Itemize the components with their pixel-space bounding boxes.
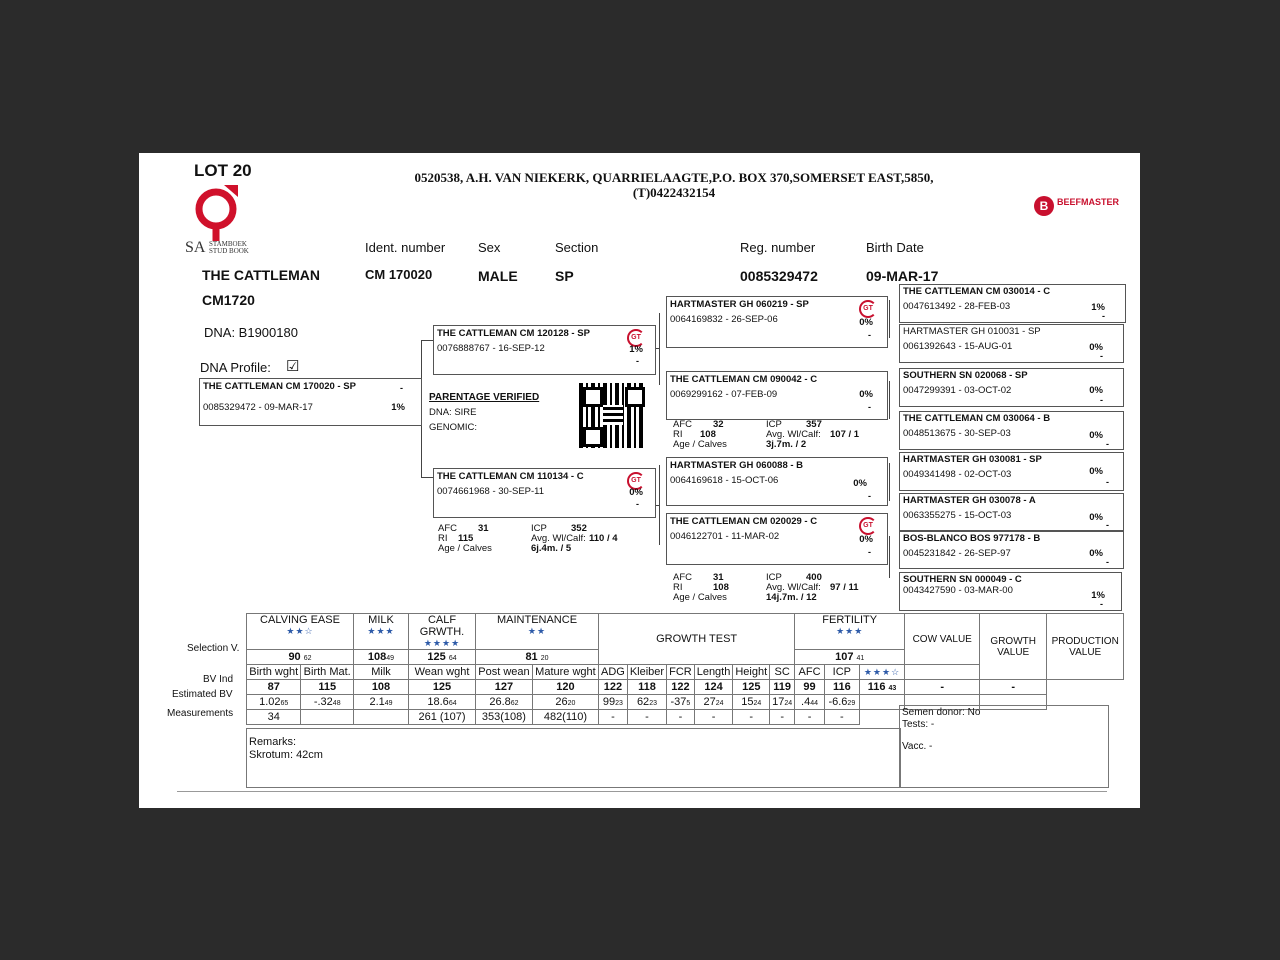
stat-label: RI [673, 429, 683, 440]
beefmaster-logo-icon: B [1034, 196, 1054, 216]
ggp-name: THE CATTLEMAN CM 030064 - B [903, 413, 1051, 424]
sex-label: Sex [478, 240, 501, 255]
ggp-reg: 0045231842 - 26-SEP-97 [903, 548, 1011, 559]
bv-cell: 120 [532, 680, 598, 695]
cow-value-head: COW VALUE [905, 614, 980, 665]
column-header: Height [733, 665, 770, 680]
measurement-cell [354, 710, 409, 725]
est-acc: 64 [448, 700, 457, 707]
sire-dam-stats [673, 420, 883, 452]
est-acc: 23 [649, 700, 657, 707]
gp-reg: 0064169832 - 26-SEP-06 [670, 314, 778, 325]
bv-cell: 116 [824, 680, 859, 695]
est-acc: 24 [784, 700, 793, 707]
est-acc: 49 [384, 700, 393, 707]
ggp-dash: - [1100, 395, 1103, 405]
sa-studbook-logo-icon [194, 183, 240, 243]
dam-reg: 0074661968 - 30-SEP-11 [437, 486, 545, 497]
est-acc: 20 [567, 700, 576, 707]
estimated-bv-cell [733, 695, 770, 710]
group-title: MILK [368, 614, 394, 626]
est-acc: 62 [510, 700, 519, 707]
fertility-head [795, 614, 905, 650]
measurement-cell: - [599, 710, 628, 725]
gp-reg: 0046122701 - 11-MAR-02 [670, 531, 780, 542]
bv-cell: 124 [694, 680, 733, 695]
section-label: Section [555, 240, 599, 255]
gp-pct: 0% [853, 478, 867, 489]
est-acc: 24 [715, 700, 724, 707]
dna-number: DNA: B1900180 [204, 325, 298, 340]
growth-value-head: GROWTH VALUE [980, 614, 1047, 680]
ggp-reg: 0049341498 - 02-OCT-03 [903, 469, 1012, 480]
sire-pct: 1% [629, 344, 643, 355]
ggp-name: THE CATTLEMAN CM 030014 - C [903, 286, 1051, 297]
milk-head [354, 614, 409, 650]
pedigree-certificate [139, 153, 1140, 808]
measurement-cell: 34 [247, 710, 301, 725]
dam-box [433, 468, 656, 518]
ggp-pct: 0% [1089, 512, 1103, 523]
column-header: Length [694, 665, 733, 680]
remarks-label: Remarks: [249, 736, 297, 748]
stat-value: 107 / 1 [830, 429, 860, 440]
column-header: AFC [795, 665, 825, 680]
ggp-box [899, 324, 1124, 363]
production-value-head: PRODUCTION VALUE [1047, 614, 1124, 680]
stat-value: 352 [571, 523, 587, 534]
gp-name: THE CATTLEMAN CM 090042 - C [670, 374, 818, 385]
ggp-reg: 0043427590 - 03-MAR-00 [903, 585, 1013, 596]
milk-sel: 10849 [354, 650, 409, 665]
connector [889, 536, 890, 578]
stat-label: AFC [673, 419, 692, 430]
group-title: CALVING EASE [260, 614, 340, 626]
parentage-verified: PARENTAGE VERIFIED [429, 392, 540, 403]
gp-dash: - [868, 547, 871, 557]
stat-label: Avg. Wl/Calf: [766, 582, 821, 593]
ggp-dash: - [1100, 351, 1103, 361]
bv-cell: 119 [770, 680, 795, 695]
bv-cell: 125 [733, 680, 770, 695]
ggp-name: BOS-BLANCO BOS 977178 - B [903, 533, 1041, 544]
column-header: ADG [599, 665, 628, 680]
est-value: 15 [741, 696, 754, 708]
est-acc: 65 [280, 700, 289, 707]
dam-stats [438, 524, 648, 556]
subject-name: THE CATTLEMAN CM 170020 - SP [203, 381, 356, 392]
ggp-box [899, 493, 1124, 531]
stat-label: ICP [766, 419, 782, 430]
stat-value: 110 / 4 [589, 533, 618, 544]
column-header: ICP [824, 665, 859, 680]
estimated-bv-label: Estimated BV [172, 689, 233, 700]
group-title: FERTILITY [822, 614, 878, 626]
bv-ind-label: BV Ind [203, 674, 234, 685]
gp-name: THE CATTLEMAN CM 020029 - C [670, 516, 818, 527]
ggp-pct: 1% [1091, 302, 1105, 313]
subject-dash: - [400, 383, 403, 393]
genomic-icon: GT [859, 300, 877, 318]
lot-number: LOT 20 [194, 161, 252, 180]
column-header: Kleiber [627, 665, 666, 680]
calf-sel: 125 64 [409, 650, 476, 665]
ggp-pct: 0% [1089, 342, 1103, 353]
measurement-cell: - [770, 710, 795, 725]
column-header: Post wean [476, 665, 533, 680]
estimated-bv-cell [627, 695, 666, 710]
stat-value: 32 [713, 419, 724, 430]
stat-label: RI [673, 582, 683, 593]
bv-cell: 108 [354, 680, 409, 695]
stat-value: 3j.7m. / 2 [766, 439, 807, 450]
breeder-line1: 0520538, A.H. VAN NIEKERK, QUARRIELAAGTE,P.O. BOX 370,SOMERSET EAST,5850, [414, 170, 934, 185]
genomic: GENOMIC: [429, 422, 478, 433]
est-value: .4 [801, 696, 811, 708]
ggp-box [899, 411, 1124, 450]
column-header: Birth Mat. [301, 665, 354, 680]
column-header: Birth wght [247, 665, 301, 680]
genomic-icon: GT [627, 329, 645, 347]
measurement-cell: 261 (107) [409, 710, 476, 725]
bv-cell: 99 [795, 680, 825, 695]
sire-dash: - [636, 356, 639, 366]
reg-number: 0085329472 [740, 268, 818, 284]
vacc-value: Vacc. - [902, 741, 933, 752]
connector [889, 300, 890, 338]
ggp-box [899, 452, 1124, 491]
stat-label: Avg. Wl/Calf: [766, 429, 821, 440]
tests-value: Tests: - [902, 719, 935, 730]
selection-label: Selection V. [187, 643, 240, 654]
skrotum-value: Skrotum: 42cm [249, 749, 323, 761]
ggp-reg: 0063355275 - 15-OCT-03 [903, 510, 1012, 521]
ggp-reg: 0047613492 - 28-FEB-03 [903, 301, 1011, 312]
sa-logo-text: SA [185, 239, 206, 256]
stat-value: 108 [700, 429, 716, 440]
dna-sire: DNA: SIRE [429, 407, 477, 418]
gp-name: HARTMASTER GH 060219 - SP [670, 299, 809, 310]
est-acc: 24 [753, 700, 762, 707]
bv-cell: 118 [627, 680, 666, 695]
ggp-name: HARTMASTER GH 030078 - A [903, 495, 1036, 506]
ident-label: Ident. number [365, 240, 446, 255]
star-rating-icon: ★★★★ [423, 638, 461, 648]
ggp-box [899, 368, 1124, 407]
gp-dash: - [868, 491, 871, 501]
est-acc: 48 [332, 700, 341, 707]
genomic-icon: GT [627, 472, 645, 490]
bv-cell: 122 [667, 680, 695, 695]
group-title: CALF GRWTH. [419, 614, 465, 638]
measurement-cell: - [667, 710, 695, 725]
ggp-name: HARTMASTER GH 030081 - SP [903, 454, 1042, 465]
birth-date: 09-MAR-17 [866, 268, 939, 284]
estimated-bv-cell [770, 695, 795, 710]
qr-code-icon[interactable] [579, 383, 646, 448]
column-header: FCR [667, 665, 695, 680]
dna-profile-checkbox[interactable]: ☑ [286, 358, 300, 375]
est-value: 26 [555, 696, 568, 708]
ggp-dash: - [1102, 311, 1105, 321]
est-acc: 44 [810, 700, 819, 707]
cow-value: 116 [867, 681, 886, 693]
est-acc: 5 [686, 700, 691, 707]
est-value: 26.8 [489, 696, 511, 708]
star-rating-icon: ★★ [527, 626, 547, 636]
dna-profile-label: DNA Profile: [200, 360, 271, 375]
cow-acc: 43 [888, 685, 897, 692]
breeder-info [389, 170, 959, 200]
ggp-name: SOUTHERN SN 000049 - C [903, 574, 1022, 585]
stat-value: 108 [713, 582, 729, 593]
ggp-dash: - [1106, 557, 1109, 567]
beefmaster-logo-text: BEEFMASTER [1057, 197, 1120, 207]
stat-label: RI [438, 533, 448, 544]
growth-test-head: GROWTH TEST [599, 614, 795, 665]
star-rating-icon: ★★☆ [286, 626, 314, 636]
estimated-bv-cell [599, 695, 628, 710]
stat-label: Age / Calves [673, 592, 727, 603]
est-value: 1.02 [259, 696, 281, 708]
est-value: 17 [772, 696, 785, 708]
calf-growth-head [409, 614, 476, 650]
est-value: 62 [636, 696, 650, 708]
ggp-pct: 1% [1091, 590, 1105, 601]
est-value: -37 [670, 696, 687, 708]
subject-box [199, 378, 422, 426]
stat-value: 97 / 11 [830, 582, 859, 593]
stat-label: Age / Calves [673, 439, 727, 450]
ident-number: CM 170020 [365, 267, 433, 282]
column-header: Mature wght [532, 665, 598, 680]
ggp-dash: - [1106, 520, 1109, 530]
measurement-cell: - [824, 710, 859, 725]
bv-cell: 87 [247, 680, 301, 695]
blank-cell [859, 695, 904, 710]
est-acc: 23 [615, 700, 623, 707]
dam-name: THE CATTLEMAN CM 110134 - C [437, 471, 584, 482]
stat-label: Avg. Wl/Calf: [531, 533, 586, 544]
estimated-bv-cell [667, 695, 695, 710]
dam-sire-box [666, 457, 888, 506]
calving-ease-head [247, 614, 354, 650]
connector [421, 477, 433, 478]
dam-dam-stats [673, 573, 883, 605]
estimated-bv-cell [694, 695, 733, 710]
stat-value: 6j.4m. / 5 [531, 543, 572, 554]
ggp-pct: 0% [1089, 466, 1103, 477]
animal-code: CM1720 [202, 292, 255, 308]
sire-box [433, 325, 656, 375]
studbook-line2: STUD BOOK [209, 247, 249, 255]
column-header: Milk [354, 665, 409, 680]
estimated-bv-cell [476, 695, 533, 710]
bv-cell: 115 [301, 680, 354, 695]
est-acc: 29 [847, 700, 856, 707]
measurements-label: Measurements [167, 708, 234, 719]
gp-pct: 0% [859, 534, 873, 545]
sire-dam-box [666, 371, 888, 420]
est-value: -6.6 [828, 696, 848, 708]
reg-label: Reg. number [740, 240, 816, 255]
column-header: SC [770, 665, 795, 680]
sire-reg: 0076888767 - 16-SEP-12 [437, 343, 545, 354]
group-title: MAINTENANCE [496, 614, 578, 626]
dam-dash: - [636, 499, 639, 509]
estimated-bv-cell [795, 695, 825, 710]
stat-label: AFC [438, 523, 457, 534]
studbook-line1: STAMBOEK [209, 240, 247, 248]
connector [889, 463, 890, 501]
ggp-dash: - [1100, 599, 1103, 609]
estimated-bv-cell [301, 695, 354, 710]
studbook-text [209, 241, 249, 255]
measurement-cell: - [627, 710, 666, 725]
column-header: Wean wght [409, 665, 476, 680]
ggp-box [899, 284, 1126, 323]
animal-name: THE CATTLEMAN [202, 267, 320, 283]
stat-value: 357 [806, 419, 822, 430]
stat-value: 31 [478, 523, 489, 534]
semen-donor: Semen donor: No [902, 707, 981, 718]
gp-name: HARTMASTER GH 060088 - B [670, 460, 804, 471]
bv-cell: 127 [476, 680, 533, 695]
estimated-bv-cell [354, 695, 409, 710]
connector [421, 340, 433, 341]
estimated-bv-cell [824, 695, 859, 710]
est-value: -.32 [313, 696, 333, 708]
ggp-reg: 0061392643 - 15-AUG-01 [903, 341, 1013, 352]
ggp-reg: 0047299391 - 03-OCT-02 [903, 385, 1012, 396]
remarks-box [246, 728, 901, 788]
bv-cell: 122 [599, 680, 628, 695]
connector [889, 381, 890, 419]
dam-pct: 0% [629, 487, 643, 498]
measurement-cell [301, 710, 354, 725]
stat-value: 31 [713, 572, 724, 583]
measurement-cell: 482(110) [532, 710, 598, 725]
estimated-bv-cell [409, 695, 476, 710]
ggp-dash: - [1106, 477, 1109, 487]
ggp-dash: - [1106, 439, 1109, 449]
ggp-reg: 0048513675 - 30-SEP-03 [903, 428, 1011, 439]
subject-reg: 0085329472 - 09-MAR-17 [203, 402, 313, 413]
dam-dam-box [666, 513, 888, 565]
subject-pct: 1% [391, 402, 405, 413]
gp-dash: - [868, 330, 871, 340]
stat-label: Age / Calves [438, 543, 492, 554]
ggp-box [899, 531, 1124, 569]
ggp-box [899, 572, 1122, 611]
measurement-cell: - [795, 710, 825, 725]
stat-value: 400 [806, 572, 822, 583]
star-rating-icon: ★★★ [836, 626, 864, 636]
cow-value-cell [859, 680, 904, 695]
stat-label: ICP [531, 523, 547, 534]
measurement-cell: - [694, 710, 733, 725]
fert-sel: 107 41 [795, 650, 905, 665]
measurement-cell: - [733, 710, 770, 725]
gp-reg: 0064169618 - 15-OCT-06 [670, 475, 779, 486]
sire-sire-box [666, 296, 888, 348]
gp-pct: 0% [859, 317, 873, 328]
gp-pct: 0% [859, 389, 873, 400]
maintenance-head [476, 614, 599, 650]
gp-reg: 0069299162 - 07-FEB-09 [670, 389, 778, 400]
est-value: 99 [602, 696, 616, 708]
calving-sel: 90 62 [247, 650, 354, 665]
stat-value: 14j.7m. / 12 [766, 592, 817, 603]
estimated-bv-cell [247, 695, 301, 710]
stat-label: AFC [673, 572, 692, 583]
connector [659, 313, 660, 385]
sire-name: THE CATTLEMAN CM 120128 - SP [437, 328, 590, 339]
est-value: 2.1 [369, 696, 385, 708]
est-value: 18.6 [427, 696, 449, 708]
stat-value: 115 [458, 533, 474, 544]
genomic-icon: GT [859, 517, 877, 535]
stat-label: ICP [766, 572, 782, 583]
estimated-bv-cell [532, 695, 598, 710]
ggp-name: SOUTHERN SN 020068 - SP [903, 370, 1028, 381]
est-value: 27 [703, 696, 716, 708]
sex-value: MALE [478, 268, 518, 284]
footer-divider [177, 791, 1107, 792]
measurement-cell: 353(108) [476, 710, 533, 725]
growth-value-cell: - [905, 680, 980, 695]
production-value-cell: - [980, 680, 1047, 695]
ggp-pct: 0% [1089, 548, 1103, 559]
birth-label: Birth Date [866, 240, 924, 255]
ggp-name: HARTMASTER GH 010031 - SP [903, 326, 1041, 337]
gp-dash: - [868, 402, 871, 412]
maint-sel: 81 20 [476, 650, 599, 665]
cow-stars: ★★★☆ [859, 665, 904, 680]
breeder-line2: (T)0422432154 [632, 185, 716, 200]
ggp-pct: 0% [1089, 430, 1103, 441]
section-value: SP [555, 268, 574, 284]
semen-box [899, 705, 1109, 788]
ggp-pct: 0% [1089, 385, 1103, 396]
bv-cell: 125 [409, 680, 476, 695]
star-rating-icon: ★★★ [367, 626, 395, 636]
